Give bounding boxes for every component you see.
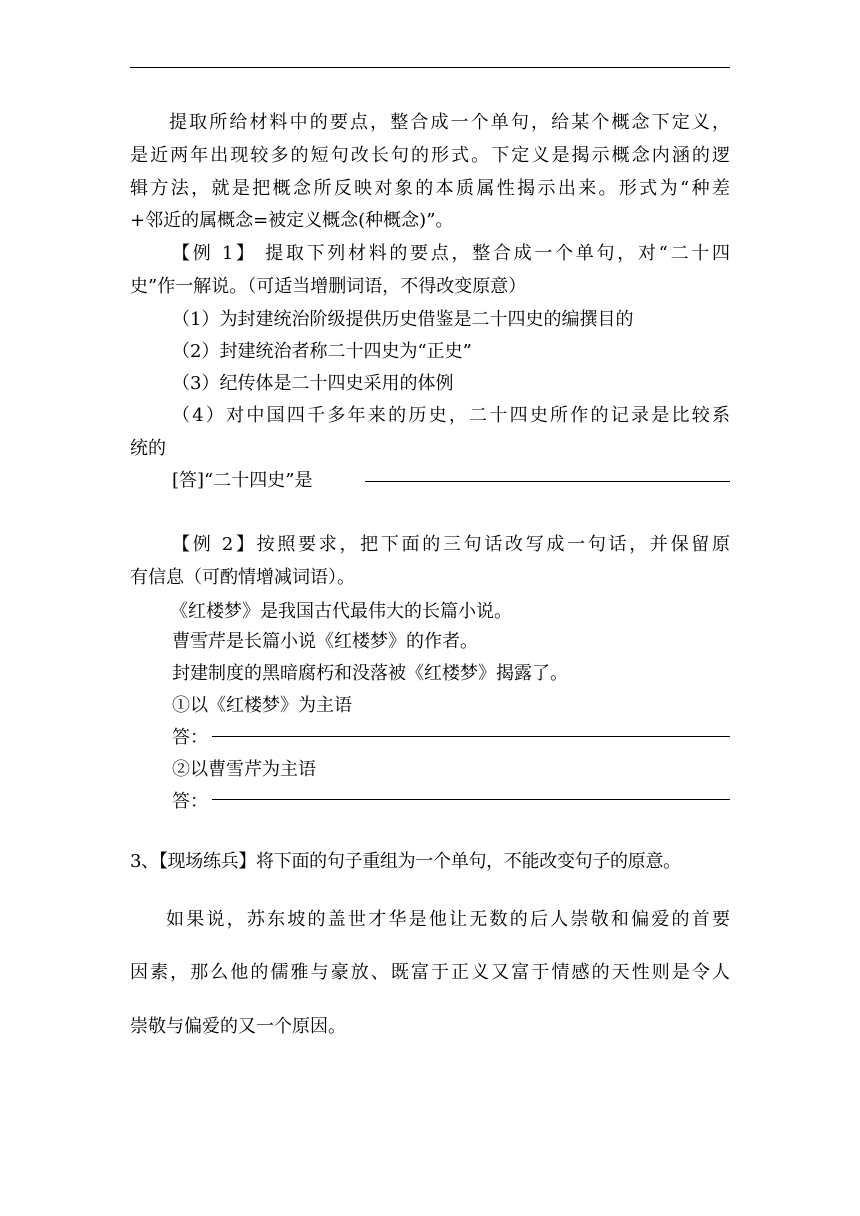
- example1-line-2: 史”作一解说。（可适当增删词语，不得改变原意）: [130, 276, 527, 297]
- example2-sentence-1: 《红楼梦》是我国古代最伟大的长篇小说。: [170, 601, 512, 622]
- example1-item-4: （4）对中国四千多年来的历史，二十四史所作的记录是比较系: [172, 405, 730, 426]
- example1-item-4-cont: 统的: [130, 438, 166, 459]
- example2-answer2-blank[interactable]: [212, 799, 730, 800]
- header-rule: [130, 67, 730, 68]
- example1-line-1: 【例 1】 提取下列材料的要点，整合成一个单句，对“二十四: [172, 243, 730, 264]
- example1-answer-blank[interactable]: [365, 481, 730, 482]
- practice-line-3: 崇敬与偏爱的又一个原因。: [130, 1016, 346, 1037]
- example1-item-3: （3）纪传体是二十四史采用的体例: [172, 373, 454, 394]
- example2-task-1: ①以《红楼梦》为主语: [172, 695, 352, 716]
- intro-line-3: 辑方法，就是把概念所反映对象的本质属性揭示出来。形式为“种差: [130, 178, 730, 199]
- example2-answer2-label: 答：: [172, 791, 208, 812]
- example2-sentence-3: 封建制度的黑暗腐朽和没落被《红楼梦》揭露了。: [172, 663, 568, 684]
- example2-task-2: ②以曹雪芹为主语: [172, 759, 316, 780]
- intro-line-4: +邻近的属概念=被定义概念(种概念)”。: [130, 210, 454, 231]
- example1-answer-label: [答]“二十四史”是: [172, 470, 313, 491]
- practice-title: 3、【现场练兵】将下面的句子重组为一个单句，不能改变句子的原意。: [130, 851, 681, 872]
- example2-answer1-blank[interactable]: [212, 736, 730, 737]
- example2-line-2: 有信息（可酌情增减词语）。: [130, 567, 355, 588]
- example2-line-1: 【例 2】按照要求，把下面的三句话改写成一句话，并保留原: [172, 534, 730, 555]
- practice-line-2: 因素，那么他的儒雅与豪放、既富于正义又富于情感的天性则是令人: [130, 962, 730, 983]
- intro-line-2: 是近两年出现较多的短句改长句的形式。下定义是揭示概念内涵的逻: [130, 145, 730, 166]
- example1-item-2: （2）封建统治者称二十四史为“正史”: [172, 341, 472, 362]
- example2-sentence-2: 曹雪芹是长篇小说《红楼梦》的作者。: [172, 631, 478, 652]
- example1-item-1: （1）为封建统治阶级提供历史借鉴是二十四史的编撰目的: [172, 309, 634, 330]
- practice-line-1: 如果说，苏东坡的盖世才华是他让无数的后人崇敬和偏爱的首要: [166, 909, 730, 930]
- example2-answer1-label: 答：: [172, 727, 208, 748]
- intro-line-1: 提取所给材料中的要点，整合成一个单句，给某个概念下定义，: [169, 112, 730, 133]
